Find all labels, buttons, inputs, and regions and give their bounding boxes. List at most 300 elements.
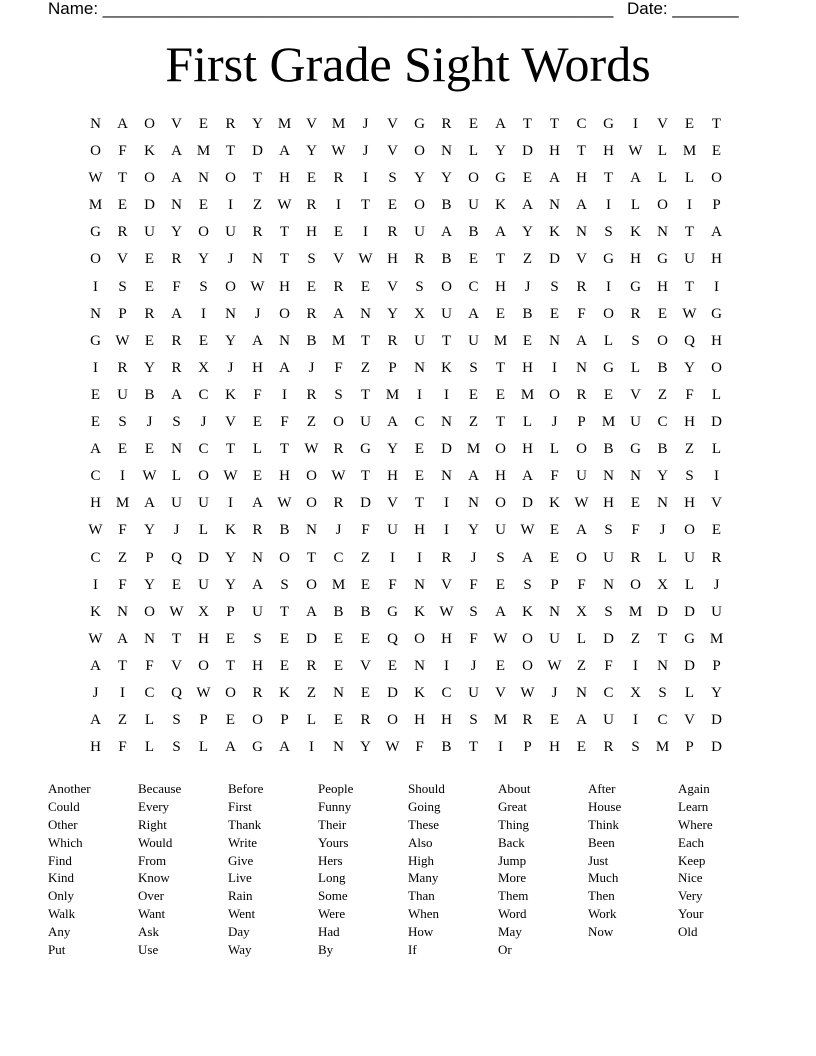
grid-letter: K — [522, 603, 533, 620]
grid-letter: S — [631, 739, 640, 756]
grid-letter: U — [252, 603, 263, 620]
grid-letter: Y — [657, 468, 668, 485]
grid-letter: R — [414, 251, 425, 268]
grid-letter: O — [252, 712, 263, 729]
grid-letter: W — [169, 603, 184, 620]
word-list-item: Way — [228, 942, 252, 958]
grid-letter: E — [549, 712, 560, 729]
grid-letter: B — [468, 224, 479, 241]
grid-letter: W — [574, 495, 589, 512]
grid-letter: T — [684, 278, 695, 295]
grid-letter: E — [333, 712, 344, 729]
grid-letter: K — [225, 522, 236, 539]
grid-letter: O — [306, 468, 317, 485]
grid-letter: R — [630, 305, 641, 322]
grid-letter: L — [144, 739, 155, 756]
grid-letter: X — [198, 359, 209, 376]
grid-letter: O — [225, 278, 236, 295]
grid-letter: V — [495, 684, 506, 701]
grid-letter: I — [390, 549, 395, 566]
grid-letter: K — [549, 224, 560, 241]
word-list-item: Old — [678, 924, 698, 940]
grid-letter: O — [198, 657, 209, 674]
grid-letter: O — [387, 712, 398, 729]
grid-letter: H — [414, 712, 425, 729]
grid-letter: R — [306, 197, 317, 214]
grid-letter: I — [120, 684, 125, 701]
grid-letter: D — [603, 630, 614, 647]
grid-letter: E — [171, 576, 182, 593]
grid-letter: B — [306, 332, 317, 349]
grid-letter: Z — [576, 657, 587, 674]
grid-letter: R — [522, 712, 533, 729]
grid-letter: N — [90, 116, 101, 132]
grid-letter: J — [659, 522, 666, 539]
grid-letter: U — [468, 684, 479, 701]
grid-letter: E — [198, 116, 209, 132]
grid-letter: S — [604, 522, 613, 539]
grid-letter: V — [630, 386, 641, 403]
word-list-item: By — [318, 942, 334, 958]
grid-letter: Q — [387, 630, 398, 647]
word-list-item: Kind — [48, 870, 74, 886]
grid-letter: N — [630, 468, 641, 485]
grid-letter: O — [90, 251, 101, 268]
grid-letter: H — [414, 522, 425, 539]
grid-letter: O — [306, 576, 317, 593]
grid-letter: B — [441, 251, 452, 268]
grid-letter: L — [711, 386, 722, 403]
grid-letter: E — [684, 116, 695, 132]
word-list-item: Went — [228, 906, 256, 922]
grid-letter: X — [657, 576, 668, 593]
grid-letter: W — [250, 278, 265, 295]
grid-letter: F — [550, 468, 559, 485]
grid-letter: N — [657, 495, 668, 512]
grid-letter: E — [495, 386, 506, 403]
grid-letter: O — [684, 522, 695, 539]
grid-letter: T — [279, 224, 290, 241]
grid-letter: M — [88, 197, 103, 214]
grid-letter: Y — [144, 576, 155, 593]
word-list-item: Put — [48, 942, 66, 958]
grid-letter: O — [414, 143, 425, 160]
word-list-item: Now — [588, 924, 614, 940]
grid-letter: E — [360, 630, 371, 647]
grid-letter: K — [144, 143, 155, 160]
grid-letter: S — [172, 414, 181, 431]
grid-letter: M — [709, 630, 724, 647]
grid-letter: F — [334, 359, 343, 376]
word-list-item: Any — [48, 924, 71, 940]
grid-letter: M — [601, 414, 616, 431]
grid-letter: A — [711, 224, 722, 241]
grid-letter: J — [470, 657, 477, 674]
grid-letter: Y — [414, 170, 425, 187]
grid-letter: R — [711, 549, 722, 566]
grid-letter: E — [603, 386, 614, 403]
grid-letter: L — [468, 143, 479, 160]
grid-letter: M — [493, 332, 508, 349]
grid-letter: F — [172, 278, 181, 295]
grid-letter: Z — [360, 549, 371, 566]
grid-letter: L — [657, 170, 668, 187]
word-list-item: When — [408, 906, 440, 922]
grid-letter: V — [387, 495, 398, 512]
grid-letter: P — [712, 197, 721, 214]
grid-letter: E — [333, 657, 344, 674]
word-list-item: Work — [588, 906, 617, 922]
grid-letter: N — [414, 576, 425, 593]
grid-letter: K — [414, 603, 425, 620]
grid-letter: M — [628, 603, 643, 620]
grid-letter: A — [279, 143, 290, 160]
grid-letter: L — [684, 170, 695, 187]
word-list-item: High — [408, 852, 434, 868]
grid-letter: F — [469, 576, 478, 593]
grid-letter: N — [549, 603, 560, 620]
grid-letter: T — [360, 386, 371, 403]
grid-letter: R — [117, 359, 128, 376]
grid-letter: N — [549, 197, 560, 214]
grid-letter: H — [684, 414, 695, 431]
grid-letter: U — [711, 603, 722, 620]
grid-letter: Y — [306, 143, 317, 160]
grid-letter: K — [441, 359, 452, 376]
grid-letter: Y — [468, 522, 479, 539]
grid-letter: S — [469, 359, 478, 376]
grid-letter: T — [279, 441, 290, 458]
grid-letter: F — [118, 576, 127, 593]
grid-letter: R — [387, 224, 398, 241]
grid-letter: C — [657, 712, 668, 729]
grid-letter: K — [630, 224, 641, 241]
grid-letter: H — [522, 359, 533, 376]
grid-letter: H — [576, 170, 587, 187]
grid-letter: F — [118, 739, 127, 756]
page-title: First Grade Sight Words — [165, 36, 651, 92]
grid-letter: J — [362, 116, 369, 132]
grid-letter: A — [144, 495, 155, 512]
word-list-item: Give — [228, 852, 254, 868]
grid-letter: A — [576, 197, 587, 214]
grid-letter: D — [711, 414, 722, 431]
grid-letter: D — [252, 143, 263, 160]
grid-letter: J — [254, 305, 261, 322]
grid-letter: T — [657, 630, 668, 647]
word-list-item: Find — [48, 852, 72, 868]
word-list-item: May — [498, 924, 522, 940]
word-search-grid — [82, 111, 730, 761]
word-list-item: Walk — [48, 906, 76, 922]
grid-letter: L — [711, 441, 722, 458]
grid-letter: F — [604, 657, 613, 674]
grid-letter: N — [333, 684, 344, 701]
grid-letter: S — [199, 278, 208, 295]
grid-letter: U — [171, 495, 182, 512]
grid-letter: P — [118, 305, 127, 322]
grid-letter: H — [252, 657, 263, 674]
grid-letter: S — [604, 224, 613, 241]
grid-letter: U — [630, 414, 641, 431]
grid-letter: H — [603, 495, 614, 512]
word-list-item: Keep — [678, 852, 706, 868]
grid-letter: P — [685, 739, 694, 756]
grid-letter: T — [117, 657, 128, 674]
grid-letter: E — [495, 576, 506, 593]
grid-letter: V — [306, 116, 317, 132]
grid-letter: H — [90, 739, 101, 756]
grid-letter: L — [522, 414, 533, 431]
grid-letter: N — [333, 739, 344, 756]
grid-letter: R — [306, 305, 317, 322]
grid-letter: R — [117, 224, 128, 241]
grid-letter: E — [306, 170, 317, 187]
grid-letter: N — [414, 657, 425, 674]
grid-letter: W — [88, 170, 103, 187]
word-list-item: Because — [138, 781, 182, 796]
grid-letter: E — [711, 522, 722, 539]
grid-letter: L — [630, 359, 641, 376]
grid-letter: B — [522, 305, 533, 322]
grid-letter: W — [439, 603, 454, 620]
grid-letter: A — [549, 170, 560, 187]
grid-letter: R — [225, 116, 236, 132]
grid-letter: H — [630, 251, 641, 268]
grid-letter: M — [331, 116, 346, 132]
grid-letter: A — [117, 116, 128, 132]
grid-letter: U — [684, 251, 695, 268]
grid-letter: O — [522, 657, 533, 674]
grid-letter: N — [468, 495, 479, 512]
grid-letter: E — [360, 576, 371, 593]
word-list-item: Were — [318, 906, 346, 922]
grid-letter: T — [495, 251, 506, 268]
grid-letter: N — [306, 522, 317, 539]
grid-letter: G — [603, 359, 614, 376]
grid-letter: W — [142, 468, 157, 485]
grid-letter: K — [279, 684, 290, 701]
word-list-item: Thing — [498, 816, 530, 832]
word-list-item: Their — [318, 816, 347, 832]
grid-letter: E — [657, 305, 668, 322]
word-list-item: Another — [48, 781, 91, 796]
grid-letter: Y — [225, 576, 236, 593]
grid-letter: L — [171, 468, 182, 485]
grid-letter: A — [522, 549, 533, 566]
grid-letter: H — [441, 630, 452, 647]
grid-letter: E — [630, 495, 641, 512]
grid-letter: A — [495, 116, 506, 132]
grid-letter: I — [498, 739, 503, 756]
grid-letter: C — [414, 414, 425, 431]
word-list-item: Each — [678, 834, 704, 850]
word-list-item: Had — [318, 924, 340, 940]
grid-letter: O — [630, 576, 641, 593]
word-list-item: Very — [678, 888, 703, 904]
grid-letter: E — [360, 278, 371, 295]
grid-letter: E — [144, 441, 155, 458]
grid-letter: A — [171, 305, 182, 322]
grid-letter: Z — [306, 414, 317, 431]
grid-letter: O — [198, 224, 209, 241]
grid-letter: B — [279, 522, 290, 539]
grid-letter: A — [441, 224, 452, 241]
grid-letter: R — [306, 386, 317, 403]
word-list-item: Where — [678, 816, 713, 832]
grid-letter: U — [441, 305, 452, 322]
grid-letter: E — [495, 657, 506, 674]
word-list-item: Long — [318, 870, 346, 886]
grid-letter: T — [360, 468, 371, 485]
grid-letter: X — [414, 305, 425, 322]
grid-letter: E — [387, 197, 398, 214]
grid-letter: F — [145, 657, 154, 674]
grid-letter: D — [684, 603, 695, 620]
grid-letter: F — [577, 576, 586, 593]
grid-letter: T — [360, 332, 371, 349]
grid-letter: N — [576, 684, 587, 701]
word-list-item: Word — [498, 906, 527, 922]
grid-letter: H — [306, 224, 317, 241]
grid-letter: L — [657, 143, 668, 160]
grid-letter: I — [552, 359, 557, 376]
grid-letter: H — [495, 278, 506, 295]
grid-letter: E — [117, 197, 128, 214]
grid-letter: Y — [252, 116, 263, 132]
word-list-item: Much — [588, 870, 619, 886]
grid-letter: T — [414, 495, 425, 512]
grid-letter: L — [144, 712, 155, 729]
word-list-item: These — [408, 816, 440, 832]
grid-letter: M — [682, 143, 697, 160]
grid-letter: W — [223, 468, 238, 485]
grid-letter: J — [146, 414, 153, 431]
grid-letter: C — [441, 684, 452, 701]
grid-letter: N — [360, 305, 371, 322]
word-list-item: Jump — [498, 852, 527, 868]
grid-letter: R — [252, 224, 263, 241]
grid-letter: N — [252, 549, 263, 566]
grid-letter: U — [117, 386, 128, 403]
grid-letter: F — [253, 386, 262, 403]
grid-letter: I — [120, 468, 125, 485]
grid-letter: O — [441, 278, 452, 295]
grid-letter: J — [200, 414, 207, 431]
grid-letter: O — [306, 495, 317, 512]
word-list-item: Every — [138, 798, 170, 814]
word-list-item: From — [138, 852, 167, 868]
grid-letter: Y — [144, 359, 155, 376]
grid-letter: A — [171, 386, 182, 403]
grid-letter: O — [90, 143, 101, 160]
grid-letter: E — [117, 441, 128, 458]
word-list-item: Before — [228, 781, 264, 796]
grid-letter: H — [387, 251, 398, 268]
word-list-item: After — [588, 781, 616, 796]
grid-letter: O — [144, 170, 155, 187]
word-list-item: Yours — [318, 834, 349, 850]
grid-letter: A — [225, 739, 236, 756]
grid-letter: J — [713, 576, 720, 593]
grid-letter: A — [171, 170, 182, 187]
grid-letter: S — [280, 576, 289, 593]
grid-letter: I — [444, 657, 449, 674]
word-list-item: Thank — [228, 816, 262, 832]
grid-letter: D — [684, 657, 695, 674]
grid-letter: W — [358, 251, 373, 268]
grid-letter: G — [603, 251, 614, 268]
grid-letter: H — [441, 712, 452, 729]
grid-letter: D — [198, 549, 209, 566]
grid-letter: U — [549, 630, 560, 647]
grid-letter: W — [196, 684, 211, 701]
grid-letter: B — [657, 441, 668, 458]
grid-letter: S — [118, 414, 127, 431]
grid-letter: D — [144, 197, 155, 214]
grid-letter: M — [331, 332, 346, 349]
grid-letter: A — [522, 468, 533, 485]
grid-letter: V — [657, 116, 668, 132]
grid-letter: Z — [468, 414, 479, 431]
grid-letter: A — [495, 603, 506, 620]
grid-letter: Z — [522, 251, 533, 268]
grid-letter: O — [657, 332, 668, 349]
grid-letter: R — [630, 549, 641, 566]
grid-letter: R — [333, 170, 344, 187]
grid-letter: P — [280, 712, 289, 729]
grid-letter: F — [118, 522, 127, 539]
grid-letter: A — [90, 657, 101, 674]
grid-letter: F — [280, 414, 289, 431]
grid-letter: K — [90, 603, 101, 620]
grid-letter: I — [633, 116, 638, 132]
grid-letter: L — [576, 630, 587, 647]
grid-letter: C — [576, 116, 587, 132]
grid-letter: N — [171, 197, 182, 214]
grid-letter: F — [577, 305, 586, 322]
grid-letter: W — [520, 684, 535, 701]
grid-letter: H — [279, 278, 290, 295]
grid-letter: O — [522, 630, 533, 647]
grid-letter: M — [493, 712, 508, 729]
grid-letter: M — [466, 441, 481, 458]
grid-letter: E — [414, 468, 425, 485]
grid-letter: W — [493, 630, 508, 647]
grid-letter: T — [603, 170, 614, 187]
grid-letter: M — [331, 576, 346, 593]
grid-letter: L — [603, 332, 614, 349]
grid-letter: B — [441, 197, 452, 214]
grid-letter: R — [171, 359, 182, 376]
grid-letter: O — [711, 170, 722, 187]
grid-letter: T — [684, 224, 695, 241]
grid-letter: R — [333, 441, 344, 458]
grid-letter: S — [631, 332, 640, 349]
grid-letter: P — [577, 414, 586, 431]
grid-letter: H — [711, 332, 722, 349]
grid-letter: H — [657, 278, 668, 295]
word-list-item: Would — [138, 834, 173, 850]
grid-letter: X — [630, 684, 641, 701]
grid-letter: Y — [684, 359, 695, 376]
word-list-item: Only — [48, 888, 74, 904]
grid-letter: A — [117, 630, 128, 647]
grid-letter: T — [279, 251, 290, 268]
grid-letter: G — [630, 278, 641, 295]
grid-letter: U — [684, 549, 695, 566]
grid-letter: E — [549, 305, 560, 322]
